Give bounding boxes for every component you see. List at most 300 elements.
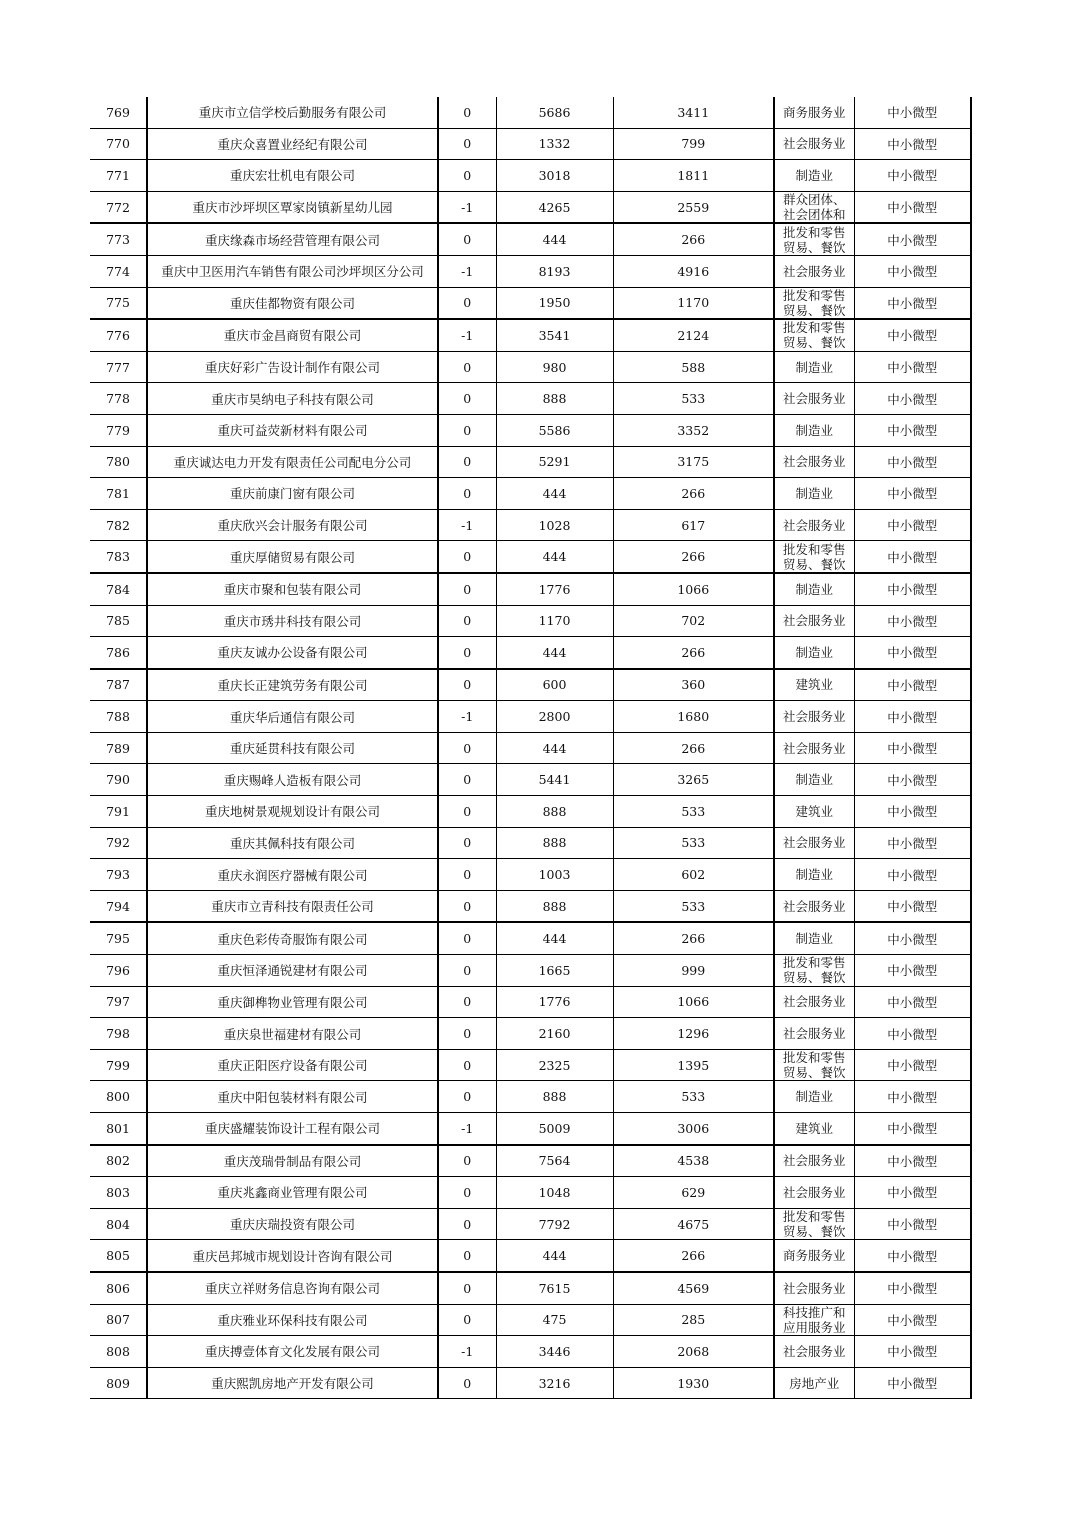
enterprise-size: 中小微型 [854,1336,971,1368]
industry-label: 社会服务业 [782,454,846,470]
industry-category [774,541,854,573]
company-name: 重庆市琇井科技有限公司 [147,605,438,637]
industry-category [774,446,854,478]
enterprise-size: 中小微型 [854,255,971,287]
row-number: 794 [90,890,147,922]
industry-label: 制造业 [795,581,833,597]
enterprise-size: 中小微型 [854,922,971,954]
industry-label: 社会服务业 [782,263,846,279]
industry-label: 制造业 [795,644,833,660]
value-2: 2325 [496,1049,613,1081]
table-row [90,732,971,764]
value-2: 1170 [496,605,613,637]
industry-label: 建筑业 [795,1120,833,1136]
company-name: 重庆盛耀装饰设计工程有限公司 [147,1113,438,1145]
enterprise-size: 中小微型 [854,637,971,669]
value-1: -1 [438,319,496,351]
industry-category [774,1336,854,1368]
enterprise-size: 中小微型 [854,160,971,192]
industry-label: 批发和零售贸易、餐饮 [782,224,846,255]
row-number: 777 [90,351,147,383]
industry-category [774,255,854,287]
value-3: 3006 [613,1113,774,1145]
table-row [90,319,971,351]
industry-category [774,1113,854,1145]
value-3: 4538 [613,1145,774,1177]
industry-category [774,922,854,954]
value-1: 0 [438,669,496,701]
industry-category [774,1208,854,1240]
company-name: 重庆缘森市场经营管理有限公司 [147,223,438,255]
row-number: 776 [90,319,147,351]
enterprise-size: 中小微型 [854,1272,971,1304]
table-row [90,1113,971,1145]
enterprise-size: 中小微型 [854,1367,971,1399]
value-3: 3352 [613,414,774,446]
value-2: 888 [496,383,613,415]
table-row [90,955,971,987]
industry-category [774,859,854,891]
value-2: 7792 [496,1208,613,1240]
industry-category [774,1177,854,1209]
industry-category [774,1304,854,1336]
company-name: 重庆厚储贸易有限公司 [147,541,438,573]
value-3: 266 [613,922,774,954]
industry-label: 社会服务业 [782,835,846,851]
value-1: 0 [438,351,496,383]
row-number: 803 [90,1177,147,1209]
value-2: 3541 [496,319,613,351]
company-name: 重庆立祥财务信息咨询有限公司 [147,1272,438,1304]
industry-label: 制造业 [795,1089,833,1105]
industry-category [774,414,854,446]
value-3: 266 [613,478,774,510]
industry-label: 社会服务业 [782,613,846,629]
industry-category [774,97,854,128]
value-1: 0 [438,827,496,859]
value-3: 266 [613,1240,774,1272]
industry-label: 社会服务业 [782,136,846,152]
industry-category [774,890,854,922]
company-name: 重庆地树景观规划设计有限公司 [147,796,438,828]
value-3: 533 [613,1081,774,1113]
table-row [90,1049,971,1081]
value-1: -1 [438,191,496,223]
value-3: 533 [613,827,774,859]
company-name: 重庆御榫物业管理有限公司 [147,986,438,1018]
value-2: 2160 [496,1018,613,1050]
industry-category [774,605,854,637]
company-name: 重庆庆瑞投资有限公司 [147,1208,438,1240]
industry-label: 社会服务业 [782,1153,846,1169]
enterprise-size: 中小微型 [854,986,971,1018]
value-3: 2068 [613,1336,774,1368]
row-number: 780 [90,446,147,478]
value-1: 0 [438,1304,496,1336]
enterprise-size: 中小微型 [854,1177,971,1209]
row-number: 799 [90,1049,147,1081]
row-number: 791 [90,796,147,828]
industry-label: 制造业 [795,422,833,438]
data-table [90,97,972,1399]
value-2: 980 [496,351,613,383]
company-name: 重庆色彩传奇服饰有限公司 [147,922,438,954]
company-name: 重庆市沙坪坝区覃家岗镇新星幼儿园 [147,191,438,223]
table-row [90,986,971,1018]
row-number: 806 [90,1272,147,1304]
value-2: 2800 [496,701,613,733]
company-name: 重庆搏壹体育文化发展有限公司 [147,1336,438,1368]
enterprise-size: 中小微型 [854,541,971,573]
value-3: 3265 [613,764,774,796]
enterprise-size: 中小微型 [854,509,971,541]
company-name: 重庆恒泽通锐建材有限公司 [147,955,438,987]
table-row [90,509,971,541]
value-3: 2559 [613,191,774,223]
enterprise-size: 中小微型 [854,1018,971,1050]
row-number: 769 [90,97,147,128]
value-3: 1066 [613,986,774,1018]
enterprise-size: 中小微型 [854,732,971,764]
row-number: 785 [90,605,147,637]
value-1: 0 [438,1177,496,1209]
industry-label: 制造业 [795,772,833,788]
company-name: 重庆好彩广告设计制作有限公司 [147,351,438,383]
value-3: 4916 [613,255,774,287]
row-number: 782 [90,509,147,541]
value-1: 0 [438,573,496,605]
table-row [90,827,971,859]
value-3: 999 [613,955,774,987]
table-row [90,669,971,701]
table-row [90,223,971,255]
company-name: 重庆友诚办公设备有限公司 [147,637,438,669]
company-name: 重庆诚达电力开发有限责任公司配电分公司 [147,446,438,478]
value-2: 888 [496,890,613,922]
value-3: 4675 [613,1208,774,1240]
value-2: 5291 [496,446,613,478]
value-2: 1332 [496,128,613,160]
row-number: 795 [90,922,147,954]
enterprise-size: 中小微型 [854,827,971,859]
industry-label: 制造业 [795,867,833,883]
value-2: 1028 [496,509,613,541]
industry-label: 建筑业 [795,803,833,819]
industry-label: 制造业 [795,485,833,501]
value-1: 0 [438,223,496,255]
row-number: 773 [90,223,147,255]
industry-label: 制造业 [795,167,833,183]
industry-label: 制造业 [795,359,833,375]
company-name: 重庆华后通信有限公司 [147,701,438,733]
value-1: 0 [438,605,496,637]
company-name: 重庆市聚和包装有限公司 [147,573,438,605]
company-name: 重庆市昊纳电子科技有限公司 [147,383,438,415]
value-2: 5686 [496,97,613,128]
industry-category [774,128,854,160]
table-body [90,97,971,1399]
value-3: 533 [613,890,774,922]
value-2: 4265 [496,191,613,223]
value-1: 0 [438,97,496,128]
table-row [90,414,971,446]
enterprise-size: 中小微型 [854,796,971,828]
row-number: 792 [90,827,147,859]
value-3: 1170 [613,287,774,319]
value-3: 588 [613,351,774,383]
value-1: 0 [438,764,496,796]
company-name: 重庆欣兴会计服务有限公司 [147,509,438,541]
table-row [90,796,971,828]
enterprise-size: 中小微型 [854,1049,971,1081]
company-name: 重庆赐峰人造板有限公司 [147,764,438,796]
industry-category [774,796,854,828]
value-3: 617 [613,509,774,541]
company-name: 重庆永润医疗器械有限公司 [147,859,438,891]
company-name: 重庆延贯科技有限公司 [147,732,438,764]
table-row [90,383,971,415]
industry-label: 社会服务业 [782,709,846,725]
industry-category [774,955,854,987]
value-3: 629 [613,1177,774,1209]
value-2: 444 [496,478,613,510]
row-number: 807 [90,1304,147,1336]
industry-category [774,478,854,510]
company-name: 重庆中卫医用汽车销售有限公司沙坪坝区分公司 [147,255,438,287]
table-row [90,637,971,669]
industry-label: 群众团体、社会团体和 [782,192,846,223]
enterprise-size: 中小微型 [854,1208,971,1240]
value-3: 1066 [613,573,774,605]
table-row [90,1240,971,1272]
enterprise-size: 中小微型 [854,669,971,701]
company-name: 重庆邑邦城市规划设计咨询有限公司 [147,1240,438,1272]
enterprise-size: 中小微型 [854,701,971,733]
value-2: 444 [496,732,613,764]
value-3: 3411 [613,97,774,128]
company-name: 重庆众喜置业经纪有限公司 [147,128,438,160]
enterprise-size: 中小微型 [854,605,971,637]
value-1: -1 [438,1113,496,1145]
value-2: 475 [496,1304,613,1336]
value-1: 0 [438,922,496,954]
company-name: 重庆前康门窗有限公司 [147,478,438,510]
industry-category [774,383,854,415]
row-number: 783 [90,541,147,573]
table-row [90,1145,971,1177]
value-2: 3216 [496,1367,613,1399]
value-2: 444 [496,1240,613,1272]
enterprise-size: 中小微型 [854,128,971,160]
value-2: 1048 [496,1177,613,1209]
enterprise-size: 中小微型 [854,764,971,796]
industry-category [774,287,854,319]
value-1: 0 [438,478,496,510]
industry-label: 商务服务业 [782,104,846,120]
row-number: 800 [90,1081,147,1113]
company-name: 重庆熙凯房地产开发有限公司 [147,1367,438,1399]
value-3: 602 [613,859,774,891]
industry-label: 社会服务业 [782,517,846,533]
value-3: 702 [613,605,774,637]
value-3: 1930 [613,1367,774,1399]
row-number: 787 [90,669,147,701]
row-number: 781 [90,478,147,510]
industry-label: 房地产业 [789,1375,840,1391]
industry-label: 商务服务业 [782,1248,846,1264]
industry-label: 批发和零售贸易、餐饮 [782,541,846,572]
enterprise-size: 中小微型 [854,223,971,255]
value-3: 4569 [613,1272,774,1304]
enterprise-size: 中小微型 [854,383,971,415]
value-3: 1811 [613,160,774,192]
table-row [90,605,971,637]
value-2: 888 [496,796,613,828]
table-row [90,478,971,510]
value-1: 0 [438,446,496,478]
row-number: 775 [90,287,147,319]
row-number: 796 [90,955,147,987]
value-3: 360 [613,669,774,701]
enterprise-size: 中小微型 [854,573,971,605]
industry-category [774,1049,854,1081]
industry-label: 社会服务业 [782,898,846,914]
industry-category [774,669,854,701]
enterprise-size: 中小微型 [854,351,971,383]
industry-category [774,732,854,764]
value-1: 0 [438,287,496,319]
enterprise-size: 中小微型 [854,1081,971,1113]
table-row [90,287,971,319]
value-1: 0 [438,414,496,446]
value-1: 0 [438,1240,496,1272]
company-name: 重庆兆鑫商业管理有限公司 [147,1177,438,1209]
value-3: 1395 [613,1049,774,1081]
row-number: 793 [90,859,147,891]
industry-label: 批发和零售贸易、餐饮 [782,1209,846,1240]
table-row [90,1208,971,1240]
industry-label: 科技推广和应用服务业 [782,1304,846,1335]
value-1: -1 [438,701,496,733]
table-row [90,160,971,192]
industry-label: 社会服务业 [782,740,846,756]
company-name: 重庆茂瑞骨制品有限公司 [147,1145,438,1177]
company-name: 重庆中阳包装材料有限公司 [147,1081,438,1113]
enterprise-size: 中小微型 [854,319,971,351]
industry-label: 社会服务业 [782,391,846,407]
value-2: 3018 [496,160,613,192]
enterprise-size: 中小微型 [854,1113,971,1145]
table-row [90,1367,971,1399]
value-2: 444 [496,223,613,255]
table-row [90,541,971,573]
enterprise-size: 中小微型 [854,191,971,223]
value-1: -1 [438,509,496,541]
value-3: 1296 [613,1018,774,1050]
enterprise-size: 中小微型 [854,1304,971,1336]
row-number: 798 [90,1018,147,1050]
industry-label: 制造业 [795,931,833,947]
table-row [90,97,971,128]
industry-category [774,827,854,859]
value-1: 0 [438,1367,496,1399]
value-1: 0 [438,1049,496,1081]
value-1: 0 [438,383,496,415]
enterprise-size: 中小微型 [854,97,971,128]
value-3: 266 [613,732,774,764]
value-1: 0 [438,890,496,922]
row-number: 786 [90,637,147,669]
value-2: 8193 [496,255,613,287]
table-row [90,922,971,954]
row-number: 771 [90,160,147,192]
industry-category [774,319,854,351]
value-3: 285 [613,1304,774,1336]
enterprise-size: 中小微型 [854,890,971,922]
row-number: 801 [90,1113,147,1145]
company-name: 重庆其佩科技有限公司 [147,827,438,859]
value-2: 7564 [496,1145,613,1177]
value-2: 444 [496,541,613,573]
value-1: 0 [438,541,496,573]
enterprise-size: 中小微型 [854,1240,971,1272]
industry-category [774,986,854,1018]
value-2: 888 [496,1081,613,1113]
value-2: 1950 [496,287,613,319]
row-number: 778 [90,383,147,415]
company-name: 重庆市立信学校后勤服务有限公司 [147,97,438,128]
industry-label: 建筑业 [795,677,833,693]
industry-category [774,223,854,255]
industry-label: 批发和零售贸易、餐饮 [782,1050,846,1081]
row-number: 779 [90,414,147,446]
industry-category [774,1240,854,1272]
value-1: 0 [438,160,496,192]
table-row [90,764,971,796]
table-row [90,890,971,922]
value-1: 0 [438,128,496,160]
company-name: 重庆雅业环保科技有限公司 [147,1304,438,1336]
enterprise-size: 中小微型 [854,478,971,510]
value-1: 0 [438,637,496,669]
value-3: 533 [613,796,774,828]
company-name: 重庆可益荧新材料有限公司 [147,414,438,446]
row-number: 790 [90,764,147,796]
enterprise-size: 中小微型 [854,446,971,478]
industry-category [774,1145,854,1177]
value-2: 1776 [496,986,613,1018]
company-name: 重庆市金昌商贸有限公司 [147,319,438,351]
value-1: 0 [438,1272,496,1304]
table-row [90,1272,971,1304]
company-name: 重庆泉世福建材有限公司 [147,1018,438,1050]
industry-label: 社会服务业 [782,1026,846,1042]
value-1: 0 [438,1145,496,1177]
row-number: 784 [90,573,147,605]
company-name: 重庆市立青科技有限责任公司 [147,890,438,922]
table-row [90,701,971,733]
value-1: 0 [438,859,496,891]
company-name: 重庆宏壮机电有限公司 [147,160,438,192]
industry-category [774,1081,854,1113]
industry-label: 社会服务业 [782,1280,846,1296]
enterprise-size: 中小微型 [854,1145,971,1177]
table-row [90,1018,971,1050]
industry-label: 批发和零售贸易、餐饮 [782,320,846,351]
table-row [90,128,971,160]
enterprise-size: 中小微型 [854,414,971,446]
company-name: 重庆正阳医疗设备有限公司 [147,1049,438,1081]
